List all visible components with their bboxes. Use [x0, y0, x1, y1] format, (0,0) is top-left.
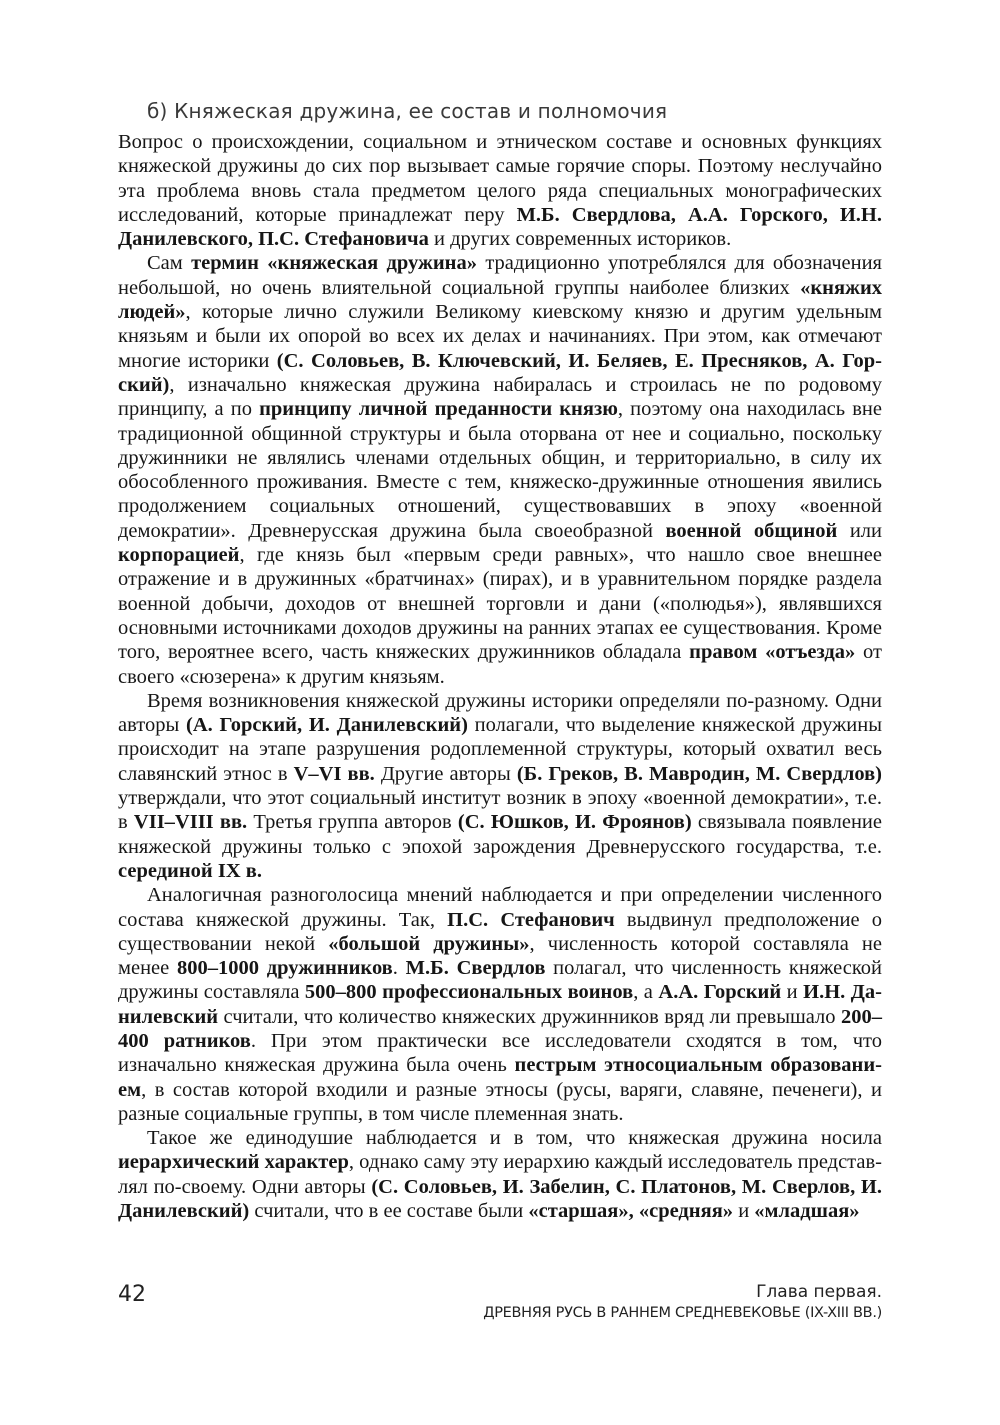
- bold-text: 200–400 ратников: [118, 1005, 882, 1052]
- text-run: Другие авторы: [374, 762, 517, 785]
- bold-text: принципу личной преданности князю: [259, 398, 618, 421]
- bold-text: «младшая»: [754, 1200, 860, 1223]
- bold-text: военной общиной: [665, 519, 838, 542]
- bold-text: А.А. Горский: [658, 981, 782, 1004]
- bold-text: «старшая», «средняя»: [528, 1200, 734, 1223]
- page-number: 42: [118, 1282, 146, 1307]
- text-run: , где князь был «первым среди равных», что нашло свое внешнее отражение и в дружинных «братчинах» (пирах), и в уравнительном порядке раздела военной добычи, доходов от внешней торговли и дани («полюдья»), являвшихся основными источниками доходов дружины на ранних этапах ее существования. Кроме того, вероятнее всего, часть княжеских дружинников обладала: [118, 544, 882, 664]
- text-run: , поэтому она находилась вне традиционной общинной структуры и была оторвана от нее и социально, поскольку дружинники не являлись членами отдельных общин, и территориально, в силу их обособленного проживания. Вместе с тем, княжеско-дружинные отношения явились продолжением социальных отношений, существовавших в эпоху «военной демократии». Древнерусская дружина была своеобразной: [118, 398, 882, 542]
- bold-text: 500–800 профессиональных воинов: [304, 981, 634, 1004]
- text-run: и: [781, 981, 804, 1004]
- text-run: полагал, что численность княжеской дружины составляла: [118, 957, 882, 1004]
- chapter-title: Глава первая.: [756, 1282, 882, 1302]
- text-run: и других современных историков.: [428, 228, 732, 251]
- bold-text: серединой IX в.: [118, 859, 262, 882]
- bold-text: (А. Горский, И. Данилевский): [186, 714, 468, 737]
- bold-text: (С. Соловьев, В. Ключевский, И. Беляев, Е. Пресняков, А. Горский): [118, 349, 882, 396]
- bold-text: иерархический характер: [118, 1151, 349, 1174]
- text-run: выдвинул предположение о существовании некой: [118, 908, 882, 955]
- chapter-subtitle: ДРЕВНЯЯ РУСЬ В РАННЕМ СРЕДНЕВЕКОВЬЕ (IX-XIII ВВ.): [483, 1305, 882, 1321]
- paragraph: [118, 130, 882, 251]
- text-run: связывала появление княжеской дружины только с эпохой зарождения Древнерусского государства, т.е.: [118, 811, 882, 858]
- text-run: или: [837, 519, 882, 542]
- bold-text: 800–1000 дружинников: [177, 957, 393, 980]
- text-run: считали, что количество княжеских дружинников вряд ли превышало: [218, 1005, 841, 1028]
- text-run: , а: [633, 981, 659, 1004]
- bold-text: «княжих людей»: [118, 276, 882, 324]
- text-run: , в состав которой входили и разные этносы (русы, варяги, славяне, печенеги), и разные социальные группы, в том числе племенная знать.: [118, 1078, 882, 1125]
- bold-text: VII–VIII вв.: [133, 811, 248, 834]
- text-run: Третья группа авторов: [247, 811, 458, 834]
- bold-text: «большой дружины»: [328, 932, 530, 955]
- text-run: традиционно употреблялся для обозначения небольшой, но очень влиятельной социальной группы наиболее близких: [118, 252, 882, 299]
- bold-text: М.Б. Свердлова, А.А. Горского, И.Н. Данилевского, П.С. Стефановича: [118, 203, 882, 251]
- text-run: полагали, что выделение княжеской дружины происходит на этапе разрушения родоплеменной структуры, который охватил весь славянский этнос в: [118, 714, 882, 785]
- bold-text: V–VI вв.: [293, 762, 375, 785]
- paragraph: [118, 251, 882, 688]
- body-text: [118, 130, 882, 1223]
- bold-text: П.С. Стефанович: [447, 908, 615, 931]
- text-run: и: [733, 1200, 755, 1223]
- text-run: утверждали, что этот социальный институт возник в эпоху «военной демократии», т.е. в: [118, 787, 882, 834]
- text-run: Такое же единодушие наблюдается и в том, что княжеская дружина носила: [147, 1127, 882, 1150]
- text-run: , которые лично служили Великому киевскому князю и другим удельным князьям и были их опорой во всех их делах и начинаниях. При этом, как отмечают многие историки: [118, 301, 882, 372]
- paragraph: [118, 689, 882, 883]
- paragraph: [118, 1126, 882, 1223]
- text-run: , численность которой составляла не менее: [118, 932, 883, 980]
- text-run: Аналогичная разноголосица мнений наблюдается и при определении численного состава княжеской дружины. Так,: [118, 884, 882, 931]
- text-run: .: [392, 957, 406, 980]
- text-run: Сам: [147, 252, 192, 275]
- text-run: . При этом практически все исследователи сходятся в том, что изначально княжеская дружина была очень: [118, 1029, 882, 1077]
- bold-text: М.Б. Свердлов: [405, 957, 546, 980]
- text-run: Время возникновения княжеской дружины историки определяли по-разному. Одни авторы: [118, 689, 882, 737]
- text-run: от своего «сюзерена» к другим князьям.: [118, 641, 882, 688]
- paragraph: [118, 883, 882, 1126]
- text-run: Вопрос о происхождении, социальном и этническом составе и основных функциях княжеской дружины до сих пор вызывает самые горячие споры. Поэтому неслучайно эта проблема вновь стала предметом целого ряда специальных монографических исследований, которые принадлежат перу: [118, 131, 882, 226]
- bold-text: правом «отъезда»: [689, 641, 856, 664]
- bold-text: (Б. Греков, В. Мавродин, М. Свердлов): [516, 762, 882, 785]
- bold-text: (С. Юшков, И. Фроянов): [457, 811, 692, 834]
- section-heading: б) Княжеская дружина, ее состав и полномочия: [147, 99, 668, 123]
- text-run: , однако саму эту иерархию каждый исследователь представлял по-своему. Одни авторы: [118, 1151, 882, 1198]
- bold-text: корпорацией: [118, 544, 240, 567]
- text-run: считали, что в ее составе были: [249, 1200, 529, 1223]
- bold-text: И.Н. Данилевский: [118, 981, 882, 1028]
- bold-text: термин «княжеская дружина»: [191, 252, 477, 275]
- bold-text: (С. Соловьев, И. Забелин, С. Платонов, М. Сверлов, И. Данилевский): [118, 1175, 882, 1223]
- text-run: , изначально княжеская дружина набиралась и строилась не по родовому принципу, а по: [118, 373, 882, 421]
- bold-text: пестрым этносоциальным образованием: [118, 1054, 882, 1101]
